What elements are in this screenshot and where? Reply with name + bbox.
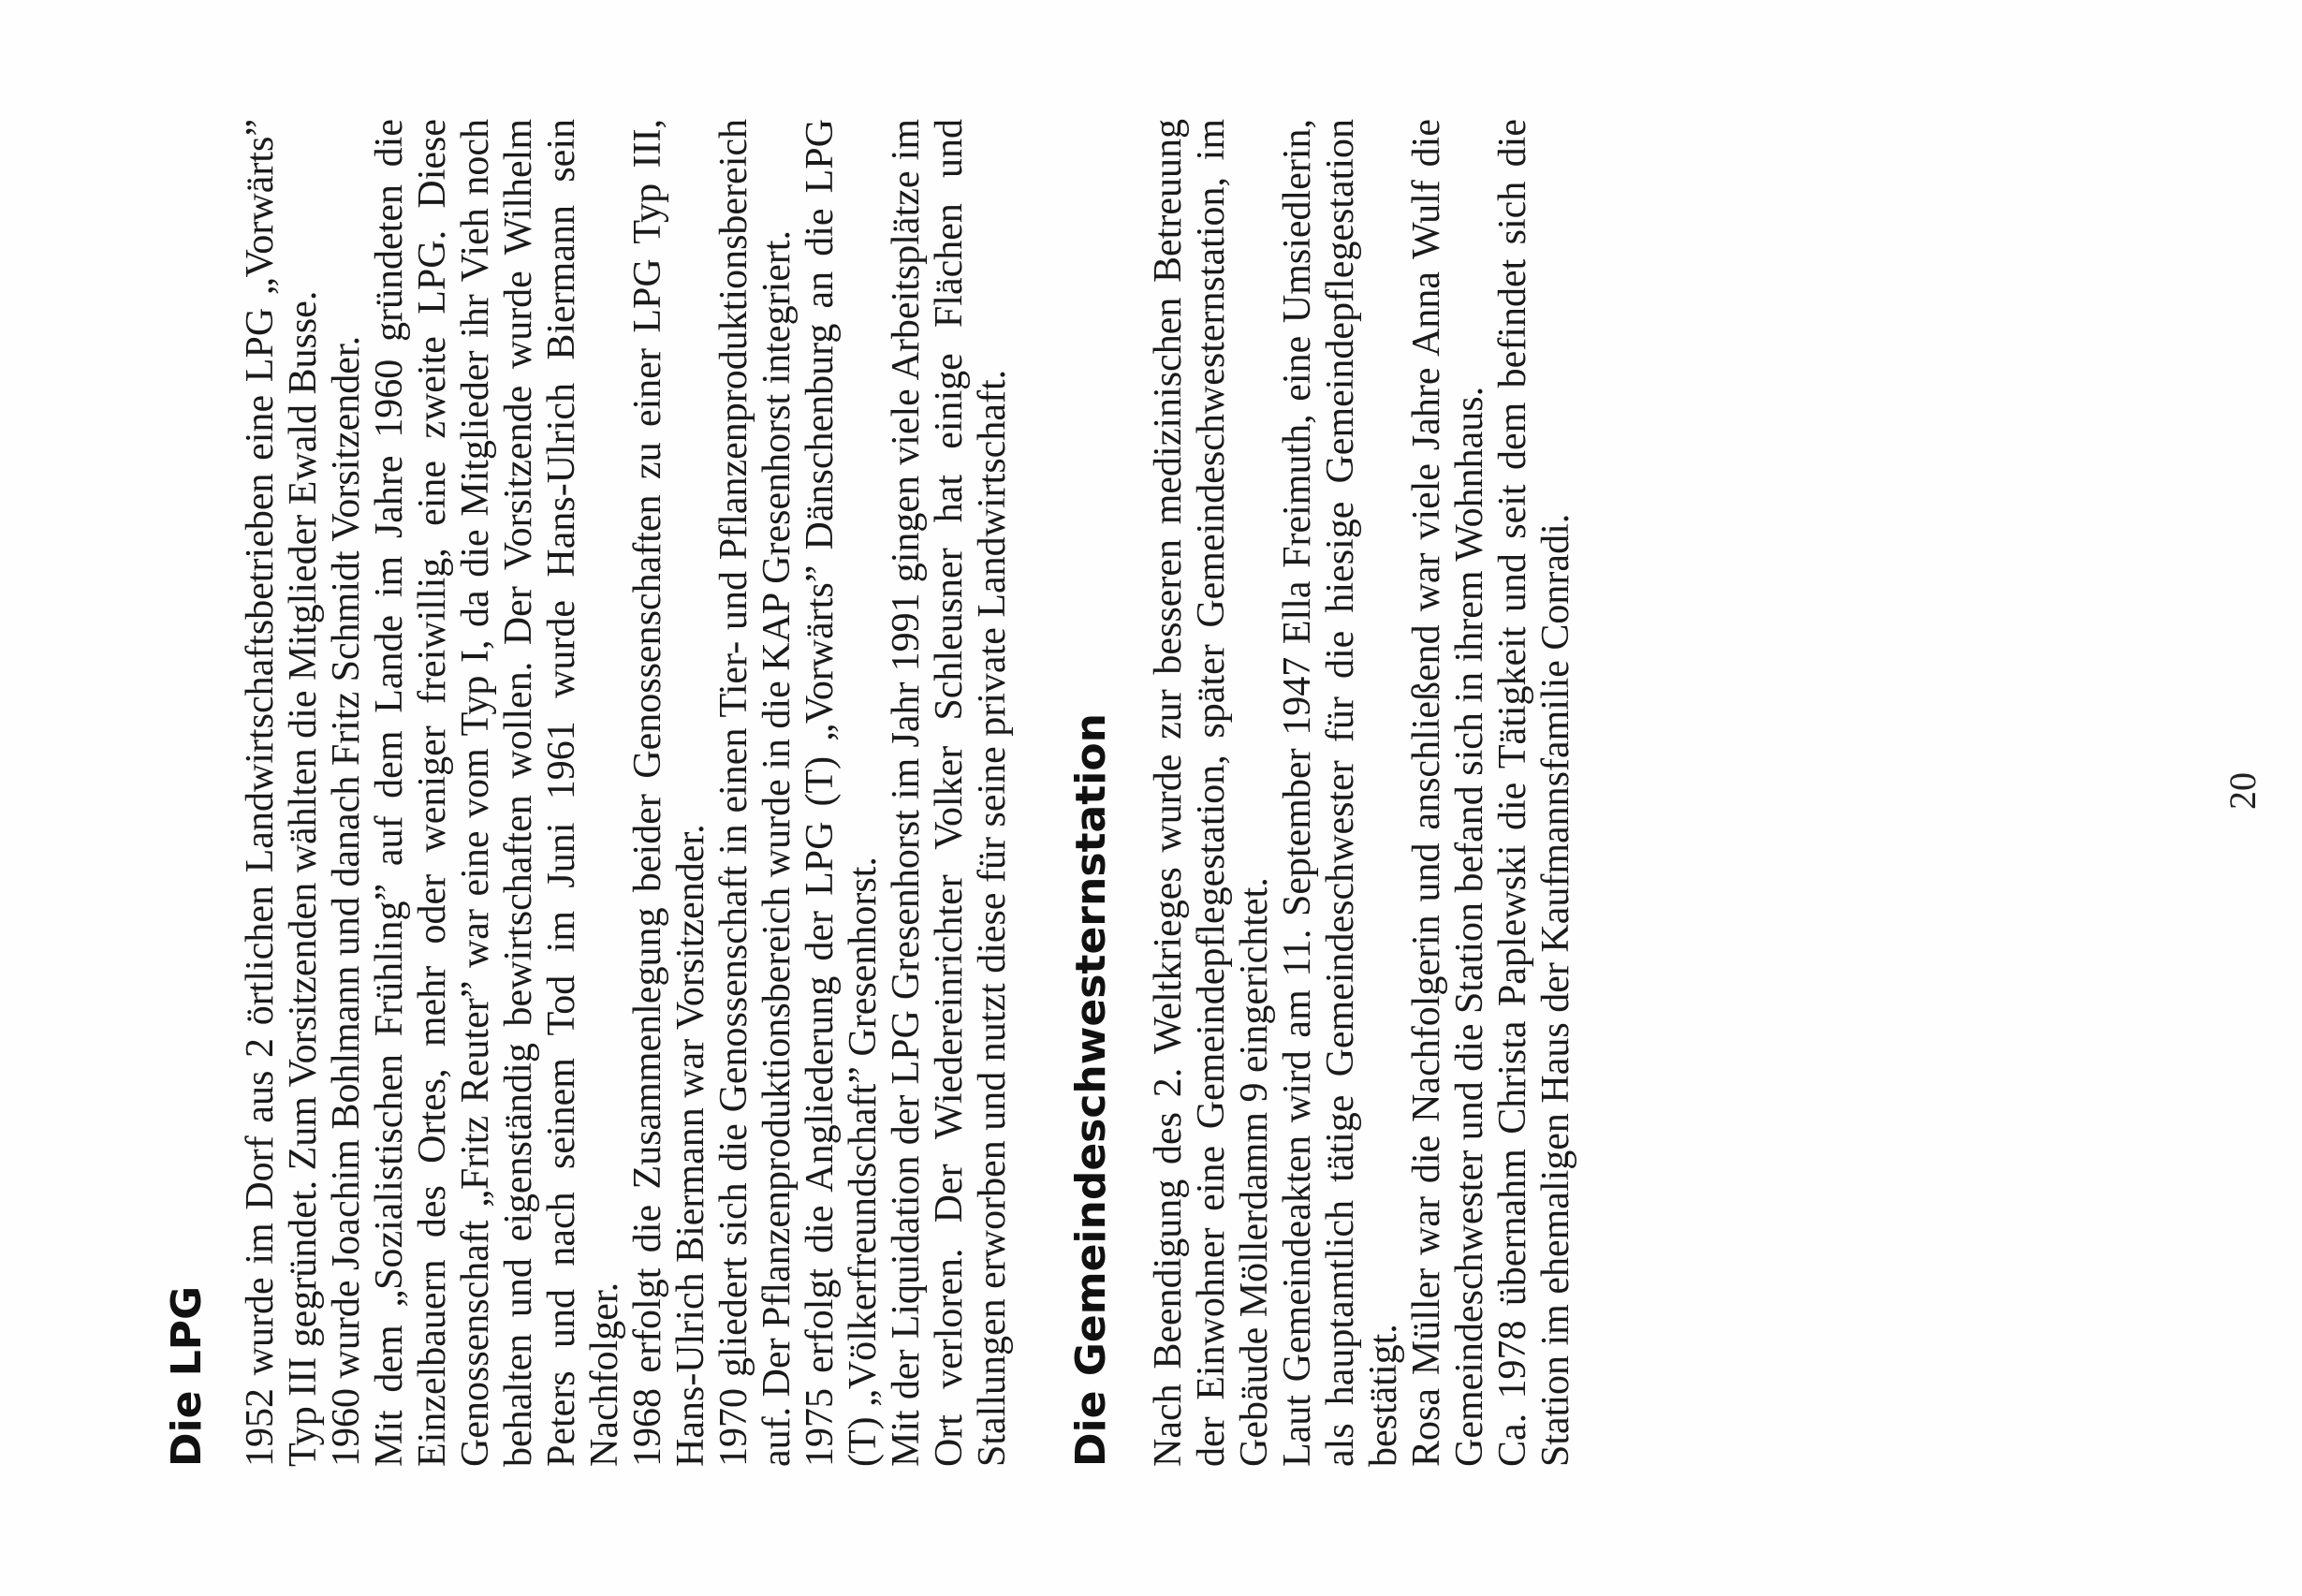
lpg-paragraph-1960: 1960 wurde Joachim Bohlmann und danach Fritz Schmidt Vorsitzender. <box>325 335 368 1467</box>
lpg-paragraph-1991: Mit der Liquidation der LPG Gresenhorst im Jahr 1991 gingen viele Arbeitsplätze im Ort verloren. Der Wiedereinrichter Volker Schleusner hat einige Flächen und Stallungen erworben und nutzt diese für seine private Landwirtschaft. <box>885 119 1014 1467</box>
gs-paragraph-nachfolge: Rosa Müller war die Nachfolgerin und anschließend war viele Jahre Anna Wulf die Gemeindeschwester und die Station befand sich in ihrem Wohnhaus. <box>1405 119 1491 1467</box>
lpg-paragraph-1952: 1952 wurde im Dorf aus 2 örtlichen Landwirtschaftsbetrieben eine LPG „Vorwärts” Typ III gegründet. Zum Vorsitzenden wählten die Mitglieder Ewald Busse. <box>239 119 325 1467</box>
lpg-paragraph-fritz-reuter: Mit dem „Sozialistischen Frühling” auf dem Lande im Jahre 1960 gründeten die Einzelbauern des Ortes, mehr oder weniger freiwillig, eine zweite LPG. Diese Genossenschaft „Fritz Reuter” war eine vom Typ I, da die Mitglieder ihr Vieh noch behalten und eigenständig bewirtschaften wollen. Der Vorsitzende wurde Wilhelm Peters und nach seinem Tod im Juni 1961 wurde Hans-Ulrich Biermann sein Nachfolger. <box>368 119 626 1467</box>
gs-paragraph-nachkrieg: Nach Beendigung des 2. Weltkrieges wurde zur besseren medizinischen Betreuung der Einwohner eine Gemeindepflegestation, später Gemeindeschwesternstation, im Gebäude Möllerdamm 9 eingerichtet. <box>1147 119 1276 1467</box>
page-number: 20 <box>2221 772 2264 810</box>
section-heading-lpg: Die LPG <box>163 1285 211 1467</box>
gs-paragraph-1947: Laut Gemeindeakten wird am 11. September 1947 Ella Freimuth, eine Umsiedlerin, als hauptamtlich tätige Gemeindeschwester für die hiesige Gemeindepflegestation bestätigt. <box>1276 119 1405 1467</box>
section-heading-gemeindeschwesternstation: Die Gemeindeschwesternstation <box>1067 713 1115 1467</box>
lpg-paragraph-1970: 1970 gliedert sich die Genossenschaft in einen Tier- und Pflanzenproduktionsbereich auf. Der Pflanzenproduktionsbereich wurde in die KAP Gresenhorst integriert. <box>712 119 799 1467</box>
lpg-paragraph-1968: 1968 erfolgt die Zusammenlegung beider Genossenschaften zu einer LPG Typ III, Hans-Ulrich Biermann war Vorsitzender. <box>626 119 712 1467</box>
gs-paragraph-1978: Ca. 1978 übernahm Christa Paplewski die Tätigkeit und seit dem befindet sich die Station im ehemaligen Haus der Kaufmannsfamilie Conradi. <box>1491 119 1577 1467</box>
page-content <box>164 119 1577 1467</box>
lpg-paragraph-1975: 1975 erfolgt die Angliederung der LPG (T) „Vorwärts” Dänschenburg an die LPG (T) „Völkerfreundschaft” Gresenhorst. <box>799 119 885 1467</box>
